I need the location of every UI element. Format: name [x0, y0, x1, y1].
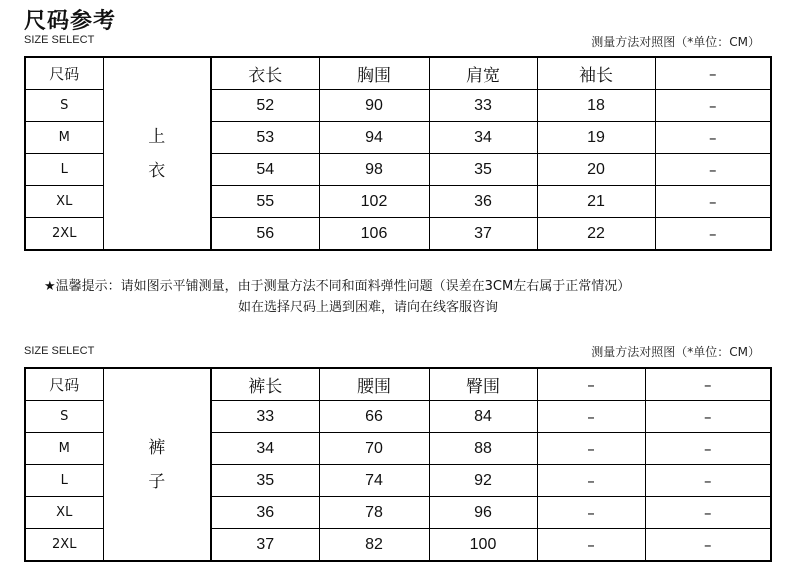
value-cell: –: [645, 401, 771, 433]
category-char: 子: [148, 471, 166, 492]
value-cell: –: [655, 90, 771, 122]
size-label: 2XL: [25, 529, 103, 562]
value-cell: 55: [211, 186, 319, 218]
category-char: 裤: [148, 437, 166, 458]
tip-line: 如在选择尺码上遇到困难，请向在线客服咨询: [238, 300, 499, 315]
value-cell: –: [655, 218, 771, 251]
size-label: S: [25, 90, 103, 122]
size-header-cell: 尺码: [25, 368, 103, 401]
bottom-size-table: [24, 367, 772, 562]
value-cell: 21: [537, 186, 655, 218]
size-label: L: [25, 154, 103, 186]
value-cell: –: [655, 154, 771, 186]
column-header: –: [645, 368, 771, 401]
value-cell: –: [645, 465, 771, 497]
value-cell: 37: [211, 529, 319, 562]
column-header: 衣长: [211, 57, 319, 90]
value-cell: 78: [319, 497, 429, 529]
value-cell: 20: [537, 154, 655, 186]
value-cell: –: [645, 497, 771, 529]
tip-line: ★温馨提示：请如图示平铺测量，由于测量方法不同和面料弹性问题（误差在3CM左右属于正常情况）: [44, 279, 631, 294]
value-cell: 70: [319, 433, 429, 465]
value-cell: 35: [211, 465, 319, 497]
value-cell: 98: [319, 154, 429, 186]
measurement-note: 测量方法对照图（*单位：CM）: [591, 35, 760, 49]
value-cell: 52: [211, 90, 319, 122]
value-cell: –: [655, 186, 771, 218]
value-cell: 54: [211, 154, 319, 186]
size-header-cell: 尺码: [25, 57, 103, 90]
column-header: 裤长: [211, 368, 319, 401]
value-cell: 102: [319, 186, 429, 218]
value-cell: 66: [319, 401, 429, 433]
value-cell: 34: [211, 433, 319, 465]
page-title: 尺码参考: [24, 9, 117, 34]
value-cell: 37: [429, 218, 537, 251]
value-cell: 19: [537, 122, 655, 154]
value-cell: 33: [211, 401, 319, 433]
value-cell: –: [537, 465, 645, 497]
category-cell: [103, 57, 211, 250]
value-cell: –: [537, 401, 645, 433]
table-header-row: [25, 368, 771, 401]
size-label: M: [25, 122, 103, 154]
value-cell: 18: [537, 90, 655, 122]
value-cell: 33: [429, 90, 537, 122]
size-label: S: [25, 401, 103, 433]
table-header-row: [25, 57, 771, 90]
value-cell: 56: [211, 218, 319, 251]
value-cell: 74: [319, 465, 429, 497]
value-cell: 53: [211, 122, 319, 154]
value-cell: –: [645, 529, 771, 562]
column-header: 肩宽: [429, 57, 537, 90]
size-label: 2XL: [25, 218, 103, 251]
value-cell: 90: [319, 90, 429, 122]
value-cell: –: [645, 433, 771, 465]
value-cell: 94: [319, 122, 429, 154]
size-select-subtitle: SIZE SELECT: [24, 34, 95, 46]
value-cell: 96: [429, 497, 537, 529]
column-header: –: [655, 57, 771, 90]
value-cell: –: [655, 122, 771, 154]
value-cell: 92: [429, 465, 537, 497]
value-cell: 82: [319, 529, 429, 562]
measurement-note: 测量方法对照图（*单位：CM）: [591, 345, 760, 359]
column-header: 腰围: [319, 368, 429, 401]
value-cell: 35: [429, 154, 537, 186]
value-cell: 36: [429, 186, 537, 218]
size-label: XL: [25, 186, 103, 218]
value-cell: 22: [537, 218, 655, 251]
value-cell: 36: [211, 497, 319, 529]
value-cell: 88: [429, 433, 537, 465]
column-header: 袖长: [537, 57, 655, 90]
category-cell: [103, 368, 211, 561]
value-cell: 84: [429, 401, 537, 433]
column-header: 臀围: [429, 368, 537, 401]
value-cell: –: [537, 497, 645, 529]
value-cell: –: [537, 433, 645, 465]
category-char: 衣: [148, 160, 166, 181]
column-header: 胸围: [319, 57, 429, 90]
top-size-table: [24, 56, 772, 251]
value-cell: 34: [429, 122, 537, 154]
size-label: L: [25, 465, 103, 497]
size-label: M: [25, 433, 103, 465]
size-select-subtitle: SIZE SELECT: [24, 345, 95, 357]
size-label: XL: [25, 497, 103, 529]
column-header: –: [537, 368, 645, 401]
category-char: 上: [148, 126, 166, 147]
value-cell: 100: [429, 529, 537, 562]
value-cell: –: [537, 529, 645, 562]
value-cell: 106: [319, 218, 429, 251]
